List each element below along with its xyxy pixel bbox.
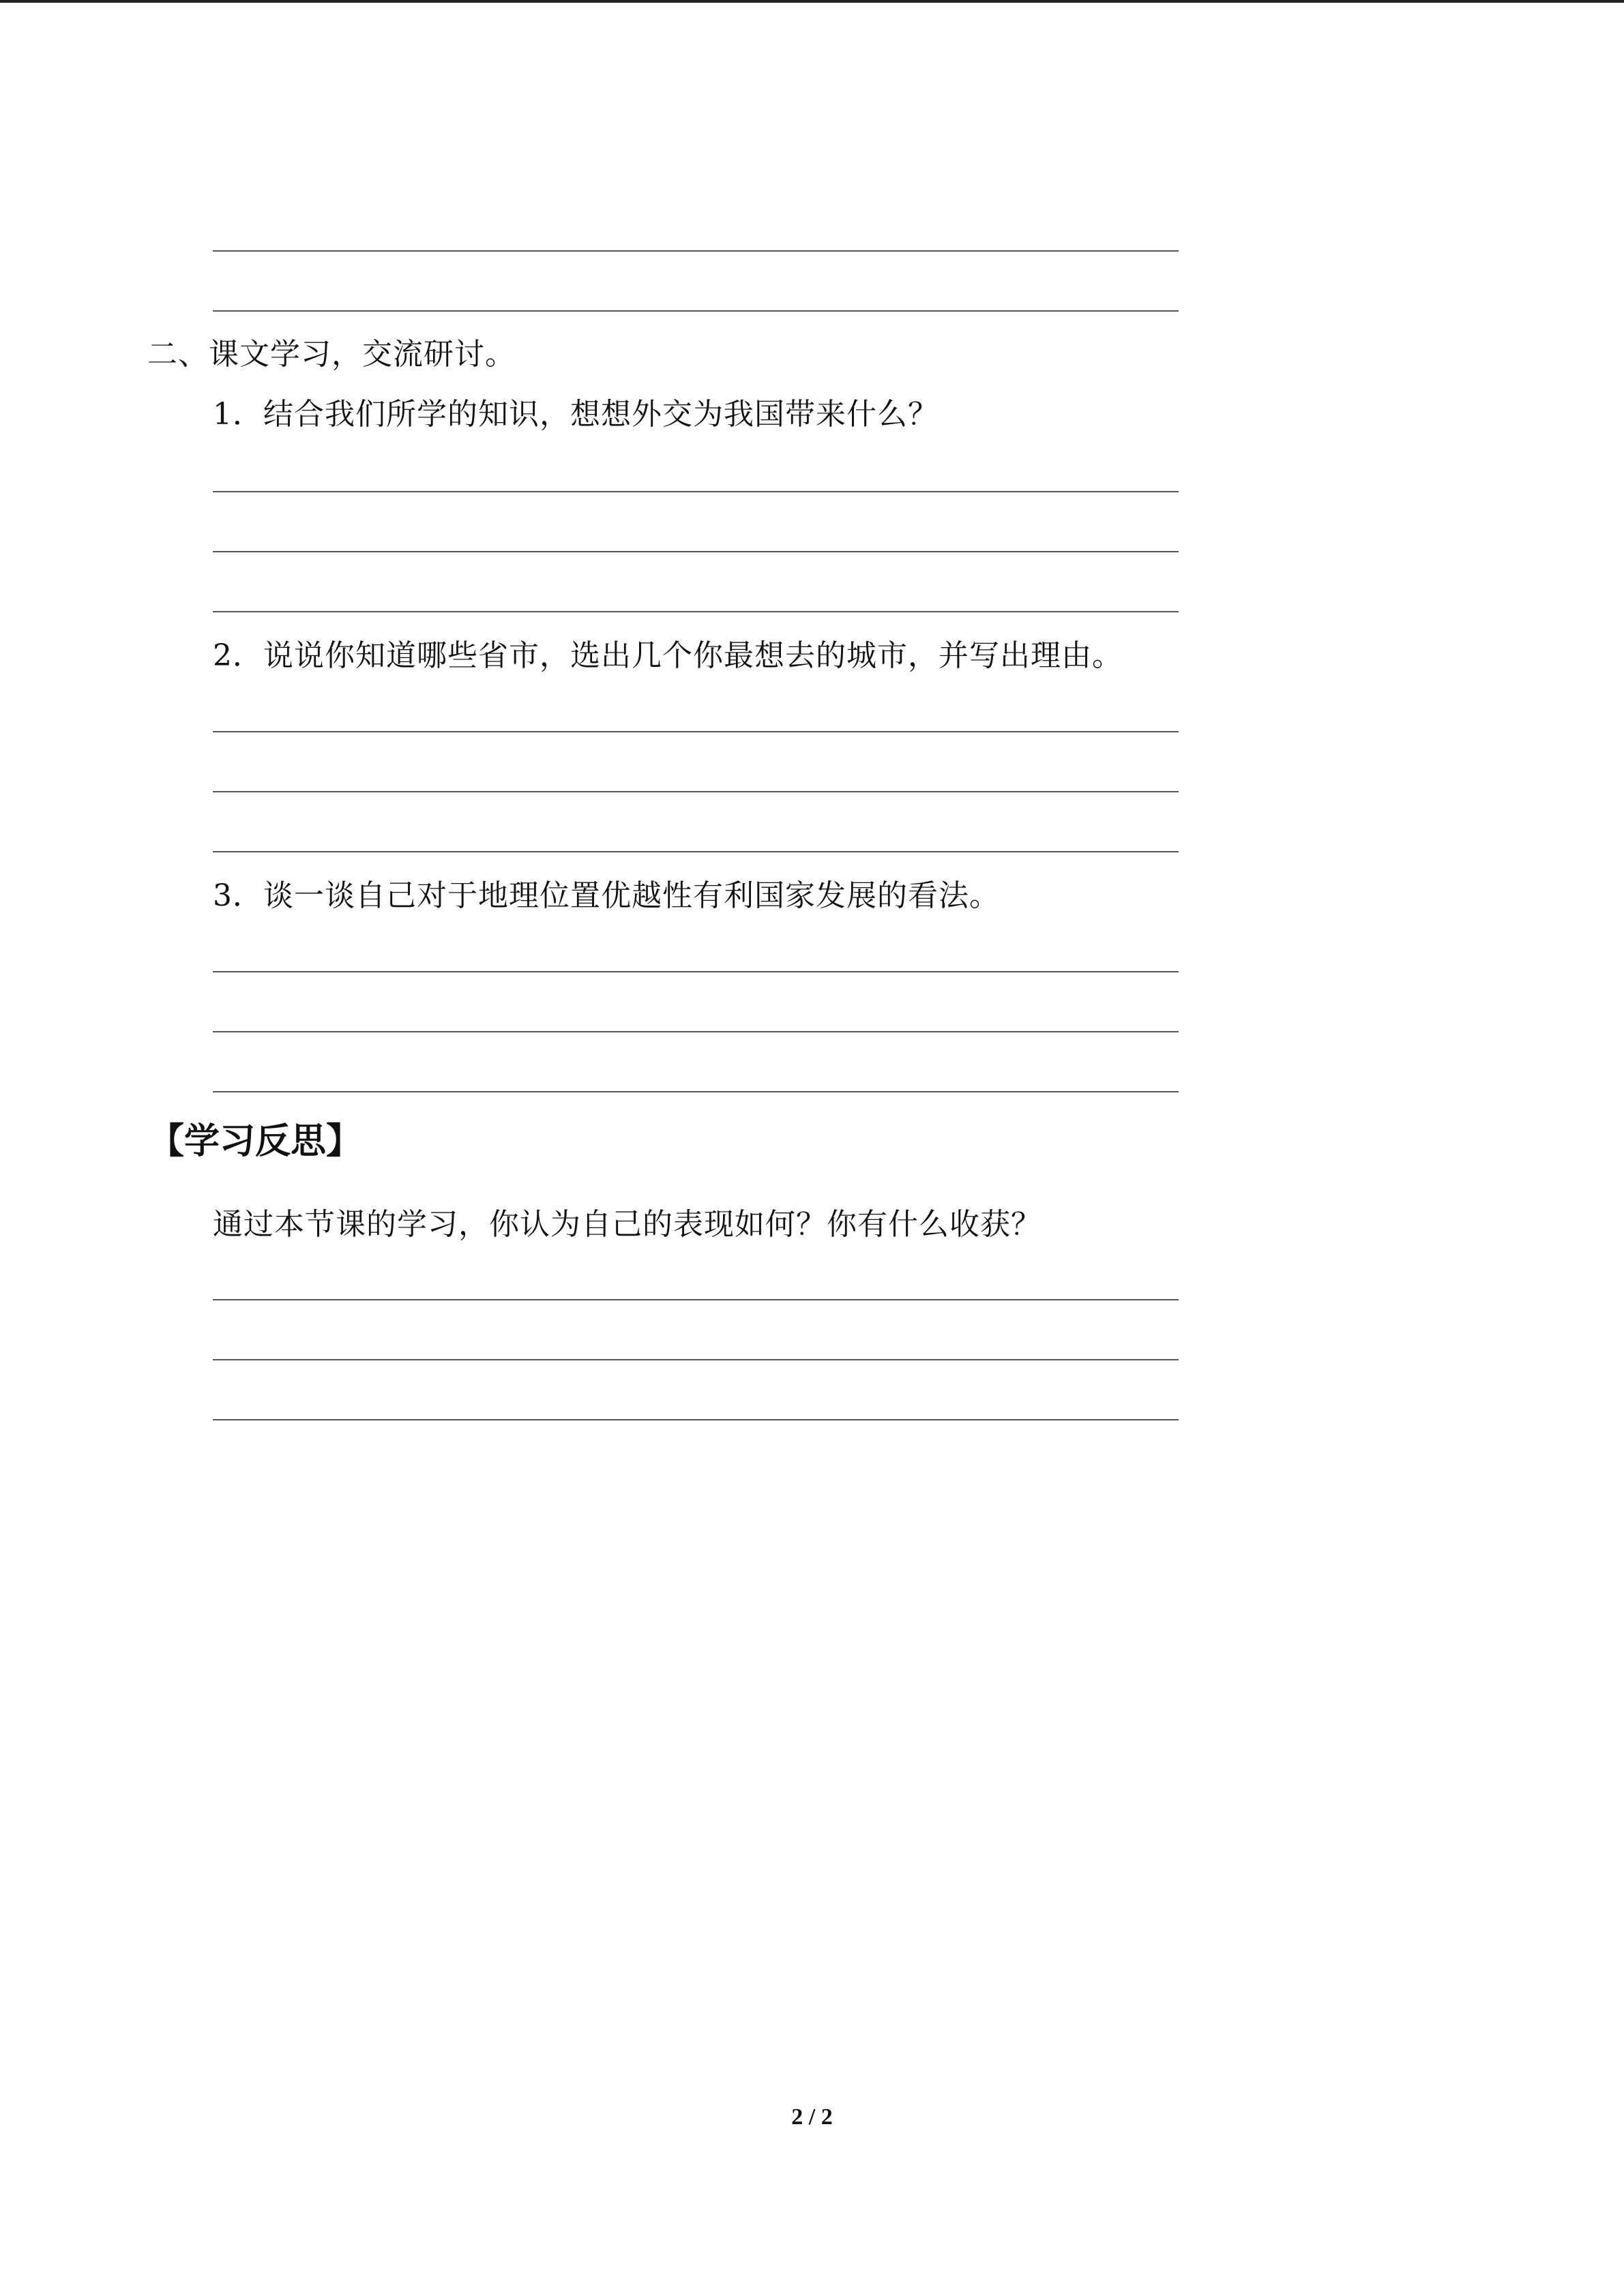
answer-line[interactable] xyxy=(213,611,1179,612)
answer-line[interactable] xyxy=(213,1359,1179,1360)
page-number: 2 / 2 xyxy=(791,2104,833,2130)
answer-line[interactable] xyxy=(213,551,1179,552)
section-two-heading: 二、课文学习，交流研讨。 xyxy=(147,337,516,372)
reflection-prompt: 通过本节课的学习，你认为自己的表现如何？你有什么收获？ xyxy=(213,1207,1042,1242)
answer-line[interactable] xyxy=(213,731,1179,732)
reflection-heading: 【学习反思】 xyxy=(149,1121,362,1162)
answer-line[interactable] xyxy=(213,310,1179,312)
answer-line[interactable] xyxy=(213,971,1179,972)
question-1: 1．结合我们所学的知识，想想外交为我国带来什么？ xyxy=(213,397,939,432)
answer-line[interactable] xyxy=(213,250,1179,252)
answer-line[interactable] xyxy=(213,1299,1179,1300)
question-3: 3．谈一谈自己对于地理位置优越性有利国家发展的看法。 xyxy=(213,878,1000,913)
answer-line[interactable] xyxy=(213,491,1179,492)
page-top-border xyxy=(0,0,1624,3)
answer-line[interactable] xyxy=(213,851,1179,852)
question-2: 2．说说你知道哪些省市，选出几个你最想去的城市，并写出理由。 xyxy=(213,638,1123,673)
answer-line[interactable] xyxy=(213,1419,1179,1420)
answer-line[interactable] xyxy=(213,1031,1179,1032)
answer-line[interactable] xyxy=(213,791,1179,792)
answer-line[interactable] xyxy=(213,1091,1179,1092)
